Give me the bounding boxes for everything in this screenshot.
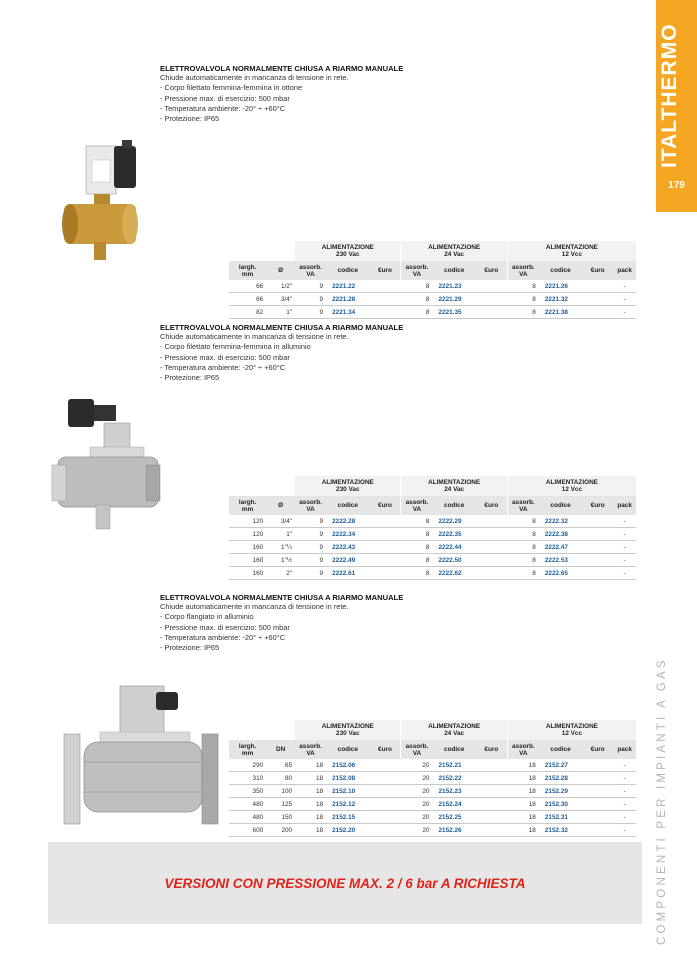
- table-cell: 18: [295, 759, 326, 772]
- column-header: assorb. VA: [507, 261, 539, 280]
- description-line: - Corpo filettato femmina-femmina in ottone: [160, 83, 303, 93]
- table-cell: 2222.44: [432, 541, 475, 554]
- table-cell: -: [613, 759, 636, 772]
- description-line: - Pressione max. di esercizio: 500 mbar: [160, 622, 290, 632]
- table-cell: 2222.34: [326, 528, 369, 541]
- table-cell: 20: [401, 759, 433, 772]
- table-cell: 200: [266, 824, 295, 837]
- table-cell: [476, 785, 508, 798]
- table-cell: 66: [229, 280, 266, 293]
- column-header: Ø: [266, 261, 295, 280]
- table-cell: 2152.25: [432, 811, 475, 824]
- table-cell: [476, 554, 508, 567]
- table-cell: [369, 528, 401, 541]
- table-cell: -: [613, 785, 636, 798]
- table-cell: 2222.49: [326, 554, 369, 567]
- table-cell: 18: [507, 772, 539, 785]
- table-cell: 2152.30: [539, 798, 582, 811]
- table-cell: 2221.35: [432, 306, 475, 319]
- table-cell: 20: [401, 785, 433, 798]
- table-cell: 18: [507, 759, 539, 772]
- table-cell: 2": [266, 567, 295, 580]
- table-cell: 18: [507, 811, 539, 824]
- table-cell: [369, 759, 401, 772]
- table-cell: -: [613, 515, 636, 528]
- table-cell: 80: [266, 772, 295, 785]
- column-header: assorb. VA: [401, 261, 433, 280]
- table-cell: 160: [229, 554, 266, 567]
- table-cell: 2152.15: [326, 811, 369, 824]
- table-row: [229, 785, 636, 798]
- column-header: €uro: [476, 740, 508, 759]
- table-cell: [582, 293, 613, 306]
- column-header: codice: [326, 496, 369, 515]
- table-cell: -: [613, 528, 636, 541]
- table-cell: 2152.08: [326, 772, 369, 785]
- table-cell: 2152.22: [432, 772, 475, 785]
- column-header: codice: [432, 261, 475, 280]
- description-line: - Pressione max. di esercizio: 500 mbar: [160, 93, 290, 103]
- table-cell: 600: [229, 824, 266, 837]
- table-cell: 160: [229, 567, 266, 580]
- table-cell: 480: [229, 811, 266, 824]
- table-body: [229, 515, 636, 580]
- table-cell: 2152.21: [432, 759, 475, 772]
- table-cell: 1"½: [266, 554, 295, 567]
- column-header: €uro: [582, 261, 613, 280]
- section-description: [160, 73, 349, 124]
- table-cell: 18: [295, 824, 326, 837]
- table-cell: [582, 541, 613, 554]
- table-row: [229, 541, 636, 554]
- table-cell: 2221.38: [539, 306, 582, 319]
- table-cell: 2222.62: [432, 567, 475, 580]
- table-row: [229, 554, 636, 567]
- column-header: codice: [539, 496, 582, 515]
- table-cell: 125: [266, 798, 295, 811]
- table-cell: 1": [266, 528, 295, 541]
- table-cell: [582, 528, 613, 541]
- table-row: [229, 759, 636, 772]
- table-cell: 8: [401, 528, 433, 541]
- column-header: codice: [326, 740, 369, 759]
- table-cell: 8: [401, 515, 433, 528]
- table-cell: 18: [295, 785, 326, 798]
- column-header: assorb. VA: [401, 740, 433, 759]
- table-cell: 290: [229, 759, 266, 772]
- group-header-12vcc: ALIMENTAZIONE 12 Vcc: [507, 241, 636, 261]
- table-cell: 9: [295, 528, 326, 541]
- description-line: Chiude automaticamente in mancanza di tensione in rete.: [160, 332, 349, 341]
- table-cell: 2222.65: [539, 567, 582, 580]
- table-cell: 18: [295, 772, 326, 785]
- table-body: [229, 280, 636, 319]
- table-cell: 9: [295, 515, 326, 528]
- table-cell: 2222.38: [539, 528, 582, 541]
- table-cell: [582, 567, 613, 580]
- table-cell: 2222.43: [326, 541, 369, 554]
- page-number: 179: [668, 180, 685, 191]
- column-header: Ø: [266, 496, 295, 515]
- table-cell: 8: [401, 293, 433, 306]
- column-header: largh. mm: [229, 261, 266, 280]
- table-cell: [476, 811, 508, 824]
- table-cell: 2221.34: [326, 306, 369, 319]
- table-cell: 2152.23: [432, 785, 475, 798]
- table-cell: [582, 811, 613, 824]
- table-cell: [369, 554, 401, 567]
- price-table: [229, 720, 636, 837]
- section-title: ELETTROVALVOLA NORMALMENTE CHIUSA A RIARMO MANUALE: [160, 323, 404, 332]
- table-cell: 2152.06: [326, 759, 369, 772]
- description-line: - Temperatura ambiente: -20° ÷ +60°C: [160, 103, 286, 113]
- column-header: assorb. VA: [507, 740, 539, 759]
- table-cell: [582, 306, 613, 319]
- table-cell: [369, 567, 401, 580]
- table-cell: 350: [229, 785, 266, 798]
- table-cell: 2222.53: [539, 554, 582, 567]
- column-header: assorb. VA: [507, 496, 539, 515]
- table-cell: 18: [507, 824, 539, 837]
- table-cell: 2152.26: [432, 824, 475, 837]
- table-row: [229, 306, 636, 319]
- description-line: - Pressione max. di esercizio: 500 mbar: [160, 352, 290, 362]
- table-cell: 2221.28: [326, 293, 369, 306]
- table-cell: 8: [401, 280, 433, 293]
- table-cell: 3/4": [266, 515, 295, 528]
- table-cell: [582, 798, 613, 811]
- table-cell: [476, 798, 508, 811]
- table-row: [229, 280, 636, 293]
- section-description: [160, 332, 349, 383]
- column-header: assorb. VA: [295, 261, 326, 280]
- table-cell: 20: [401, 811, 433, 824]
- section-title: ELETTROVALVOLA NORMALMENTE CHIUSA A RIARMO MANUALE: [160, 64, 404, 73]
- table-cell: 8: [507, 293, 539, 306]
- group-header-230vac: ALIMENTAZIONE 230 Vac: [295, 720, 401, 740]
- description-line: - Protezione: IP65: [160, 643, 220, 653]
- table-cell: 480: [229, 798, 266, 811]
- table-cell: 2222.61: [326, 567, 369, 580]
- table-cell: 150: [266, 811, 295, 824]
- table-cell: -: [613, 798, 636, 811]
- table-cell: 2152.24: [432, 798, 475, 811]
- table-cell: -: [613, 567, 636, 580]
- description-line: Chiude automaticamente in mancanza di tensione in rete.: [160, 73, 349, 82]
- table-row: [229, 824, 636, 837]
- table-cell: [369, 515, 401, 528]
- table-cell: 2152.10: [326, 785, 369, 798]
- table-cell: -: [613, 280, 636, 293]
- table-cell: 8: [507, 567, 539, 580]
- table-cell: 2222.50: [432, 554, 475, 567]
- table-cell: [476, 515, 508, 528]
- table-cell: -: [613, 541, 636, 554]
- table-row: [229, 567, 636, 580]
- table-cell: 18: [295, 798, 326, 811]
- table-cell: [582, 280, 613, 293]
- table-cell: 310: [229, 772, 266, 785]
- column-header: largh. mm: [229, 496, 266, 515]
- section-title: ELETTROVALVOLA NORMALMENTE CHIUSA A RIARMO MANUALE: [160, 593, 404, 602]
- table-cell: 8: [507, 515, 539, 528]
- table-cell: 100: [266, 785, 295, 798]
- table-cell: [369, 785, 401, 798]
- table-cell: -: [613, 306, 636, 319]
- description-line: - Temperatura ambiente: -20° ÷ +60°C: [160, 632, 286, 642]
- table-cell: [476, 567, 508, 580]
- column-header: codice: [432, 740, 475, 759]
- flanged-valve-image: [60, 682, 220, 827]
- table-cell: [582, 759, 613, 772]
- table-cell: 120: [229, 528, 266, 541]
- column-header: assorb. VA: [295, 740, 326, 759]
- table-cell: [582, 785, 613, 798]
- column-header: €uro: [369, 261, 401, 280]
- column-header: largh. mm: [229, 740, 266, 759]
- table-cell: [582, 554, 613, 567]
- description-line: Chiude automaticamente in mancanza di tensione in rete.: [160, 602, 349, 611]
- table-cell: 2152.28: [539, 772, 582, 785]
- table-cell: 8: [507, 554, 539, 567]
- table-cell: 9: [295, 554, 326, 567]
- table-cell: [369, 824, 401, 837]
- table-cell: 65: [266, 759, 295, 772]
- group-header-230vac: ALIMENTAZIONE 230 Vac: [295, 476, 401, 496]
- table-cell: -: [613, 772, 636, 785]
- column-header: codice: [432, 496, 475, 515]
- table-cell: [369, 811, 401, 824]
- table-cell: [476, 280, 508, 293]
- table-cell: 9: [295, 280, 326, 293]
- description-line: - Protezione: IP65: [160, 114, 220, 124]
- table-cell: 20: [401, 772, 433, 785]
- table-cell: 2152.32: [539, 824, 582, 837]
- group-header-12vcc: ALIMENTAZIONE 12 Vcc: [507, 720, 636, 740]
- table-cell: 8: [507, 280, 539, 293]
- table-cell: [476, 824, 508, 837]
- table-cell: 8: [507, 541, 539, 554]
- table-row: [229, 772, 636, 785]
- table-cell: 2152.20: [326, 824, 369, 837]
- table-cell: 160: [229, 541, 266, 554]
- column-header: DN: [266, 740, 295, 759]
- table-cell: -: [613, 554, 636, 567]
- brass-valve-image: [58, 138, 158, 268]
- table-cell: [369, 772, 401, 785]
- table-row: [229, 798, 636, 811]
- table-cell: 2152.29: [539, 785, 582, 798]
- table-cell: 1"¼: [266, 541, 295, 554]
- column-header: €uro: [476, 261, 508, 280]
- description-line: - Protezione: IP65: [160, 373, 220, 383]
- table-body: [229, 759, 636, 837]
- table-cell: 9: [295, 293, 326, 306]
- column-header: pack: [613, 261, 636, 280]
- section-description: [160, 602, 349, 653]
- group-header-230vac: ALIMENTAZIONE 230 Vac: [295, 241, 401, 261]
- aluminium-valve-image: [50, 393, 162, 533]
- table-cell: 9: [295, 567, 326, 580]
- table-cell: 9: [295, 541, 326, 554]
- price-table: [229, 476, 636, 580]
- column-header: codice: [539, 261, 582, 280]
- column-header: €uro: [582, 740, 613, 759]
- group-header-24vac: ALIMENTAZIONE 24 Vac: [401, 720, 507, 740]
- table-cell: 82: [229, 306, 266, 319]
- group-header-24vac: ALIMENTAZIONE 24 Vac: [401, 241, 507, 261]
- column-header: €uro: [582, 496, 613, 515]
- table-cell: 8: [401, 306, 433, 319]
- table-cell: 8: [401, 567, 433, 580]
- table-cell: 2221.26: [539, 280, 582, 293]
- price-table: [229, 241, 636, 319]
- table-cell: [369, 280, 401, 293]
- table-cell: 18: [295, 811, 326, 824]
- table-cell: [582, 772, 613, 785]
- table-cell: [476, 528, 508, 541]
- column-header: assorb. VA: [295, 496, 326, 515]
- table-cell: -: [613, 824, 636, 837]
- group-header-12vcc: ALIMENTAZIONE 12 Vcc: [507, 476, 636, 496]
- column-header: €uro: [369, 740, 401, 759]
- table-cell: 18: [507, 785, 539, 798]
- table-cell: [582, 824, 613, 837]
- table-row: [229, 293, 636, 306]
- column-header: pack: [613, 740, 636, 759]
- table-cell: [369, 798, 401, 811]
- table-cell: [369, 541, 401, 554]
- table-cell: 8: [507, 306, 539, 319]
- table-cell: 8: [401, 541, 433, 554]
- brand-name: ITALTHERMO: [658, 23, 681, 168]
- table-row: [229, 811, 636, 824]
- table-cell: 2221.23: [432, 280, 475, 293]
- table-cell: 20: [401, 798, 433, 811]
- table-cell: [476, 759, 508, 772]
- pressure-banner: [48, 842, 642, 924]
- table-cell: 2221.32: [539, 293, 582, 306]
- table-cell: [369, 293, 401, 306]
- table-cell: 2152.12: [326, 798, 369, 811]
- column-header: codice: [326, 261, 369, 280]
- banner-text: VERSIONI CON PRESSIONE MAX. 2 / 6 bar A RICHIESTA: [164, 876, 526, 891]
- table-cell: [476, 772, 508, 785]
- side-caption: COMPONENTI PER IMPIANTI A GAS: [656, 657, 668, 945]
- table-cell: 1": [266, 306, 295, 319]
- table-cell: 2152.27: [539, 759, 582, 772]
- table-cell: 2222.29: [432, 515, 475, 528]
- column-header: €uro: [476, 496, 508, 515]
- table-cell: [582, 515, 613, 528]
- description-line: - Temperatura ambiente: -20° ÷ +60°C: [160, 362, 286, 372]
- table-cell: [476, 293, 508, 306]
- table-cell: 8: [507, 528, 539, 541]
- column-header: assorb. VA: [401, 496, 433, 515]
- table-cell: 9: [295, 306, 326, 319]
- column-header: pack: [613, 496, 636, 515]
- column-header: €uro: [369, 496, 401, 515]
- table-cell: [369, 306, 401, 319]
- table-cell: 66: [229, 293, 266, 306]
- table-cell: -: [613, 811, 636, 824]
- description-line: - Corpo flangiato in alluminio: [160, 612, 254, 622]
- table-cell: 20: [401, 824, 433, 837]
- table-cell: 2221.29: [432, 293, 475, 306]
- table-cell: 2222.35: [432, 528, 475, 541]
- table-cell: 2222.28: [326, 515, 369, 528]
- group-header-24vac: ALIMENTAZIONE 24 Vac: [401, 476, 507, 496]
- table-cell: 2221.22: [326, 280, 369, 293]
- table-cell: 120: [229, 515, 266, 528]
- description-line: - Corpo filettato femmina-femmina in alluminio: [160, 342, 311, 352]
- table-cell: 2222.32: [539, 515, 582, 528]
- table-cell: 3/4": [266, 293, 295, 306]
- table-cell: -: [613, 293, 636, 306]
- table-cell: 2152.31: [539, 811, 582, 824]
- table-cell: 8: [401, 554, 433, 567]
- table-cell: 1/2": [266, 280, 295, 293]
- table-cell: [476, 306, 508, 319]
- table-row: [229, 528, 636, 541]
- table-cell: 2222.47: [539, 541, 582, 554]
- column-header: codice: [539, 740, 582, 759]
- table-cell: 18: [507, 798, 539, 811]
- table-cell: [476, 541, 508, 554]
- table-row: [229, 515, 636, 528]
